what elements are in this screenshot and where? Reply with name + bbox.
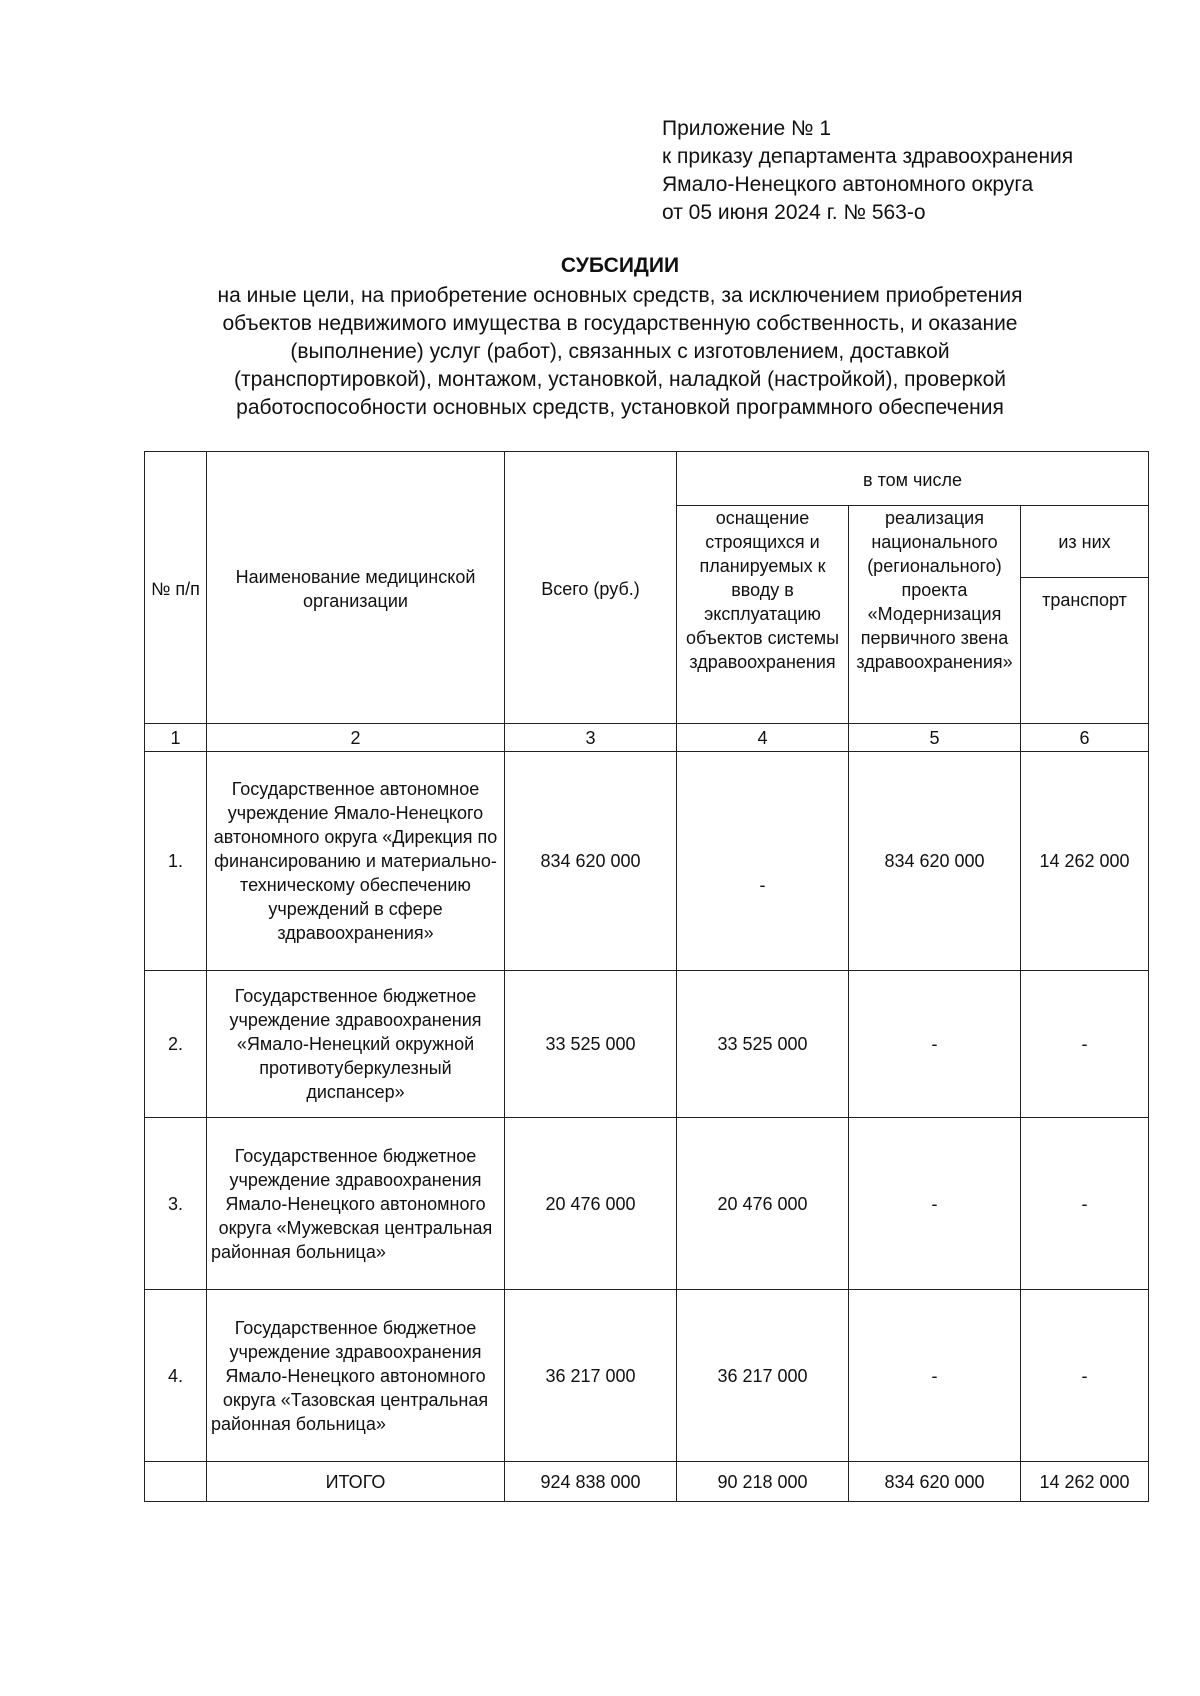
total-row bbox=[145, 1462, 1149, 1502]
subtitle-line: на иные цели, на приобретение основных средств, за исключением приобретения bbox=[217, 284, 1023, 307]
document-subtitle bbox=[140, 282, 1100, 422]
column-number: 2 bbox=[207, 724, 505, 752]
header-name: Наименование медицинской организации bbox=[207, 452, 505, 724]
row-number: 2. bbox=[145, 971, 207, 1118]
equipping-value: - bbox=[677, 752, 849, 971]
equipping-total-value: 90 218 000 bbox=[677, 1462, 849, 1502]
total-value: 20 476 000 bbox=[505, 1118, 677, 1290]
header-equipping: оснащение строящихся и планируемых к вводу в эксплуатацию объектов системы здравоохранения bbox=[677, 506, 849, 724]
equipping-value: 33 525 000 bbox=[677, 971, 849, 1118]
transport-value: - bbox=[1021, 1118, 1149, 1290]
subsidies-table bbox=[144, 451, 1149, 1502]
organization-name: Государственное автономное учреждение Ямало-Ненецкого автономного округа «Дирекция по финансированию и материально-техническому обеспечению учреждений в сфере здравоохранения» bbox=[207, 752, 505, 971]
organization-name: Государственное бюджетное учреждение здравоохранения «Ямало-Ненецкий окружной противотуберкулезный диспансер» bbox=[207, 971, 505, 1118]
header-no: № п/п bbox=[145, 452, 207, 724]
header-total: Всего (руб.) bbox=[505, 452, 677, 724]
total-value: 36 217 000 bbox=[505, 1290, 677, 1462]
column-number: 6 bbox=[1021, 724, 1149, 752]
header-row bbox=[145, 452, 1149, 506]
transport-value: - bbox=[1021, 971, 1149, 1118]
subtitle-line: объектов недвижимого имущества в государственную собственность, и оказание bbox=[222, 312, 1018, 335]
header-including: в том числе bbox=[677, 452, 1149, 506]
project-value: - bbox=[849, 971, 1021, 1118]
table-row bbox=[145, 752, 1149, 971]
subtitle-line: (транспортировкой), монтажом, установкой, наладкой (настройкой), проверкой bbox=[233, 368, 1006, 391]
project-value: - bbox=[849, 1118, 1021, 1290]
transport-value: 14 262 000 bbox=[1021, 752, 1149, 971]
subtitle-line: работоспособности основных средств, установкой программного обеспечения bbox=[236, 396, 1004, 419]
transport-total-value: 14 262 000 bbox=[1021, 1462, 1149, 1502]
transport-value: - bbox=[1021, 1290, 1149, 1462]
table-row bbox=[145, 971, 1149, 1118]
document-title: СУБСИДИИ bbox=[560, 254, 680, 277]
column-number: 5 bbox=[849, 724, 1021, 752]
appendix-line: Ямало-Ненецкого автономного округа bbox=[662, 173, 1034, 196]
equipping-value: 20 476 000 bbox=[677, 1118, 849, 1290]
column-numbers-row bbox=[145, 724, 1149, 752]
organization-name: Государственное бюджетное учреждение здравоохранения Ямало-Ненецкого автономного округа «Мужевская центральная районная больница» bbox=[207, 1118, 505, 1290]
row-number: 4. bbox=[145, 1290, 207, 1462]
project-total-value: 834 620 000 bbox=[849, 1462, 1021, 1502]
equipping-value: 36 217 000 bbox=[677, 1290, 849, 1462]
header-of-which: из них bbox=[1021, 506, 1149, 578]
document-heading bbox=[140, 252, 1100, 422]
appendix-block bbox=[662, 115, 1073, 227]
column-number: 3 bbox=[505, 724, 677, 752]
table-row bbox=[145, 1118, 1149, 1290]
grand-total-value: 924 838 000 bbox=[505, 1462, 677, 1502]
organization-name: Государственное бюджетное учреждение здравоохранения Ямало-Ненецкого автономного округа «Тазовская центральная районная больница» bbox=[207, 1290, 505, 1462]
total-row-number bbox=[145, 1462, 207, 1502]
column-number: 1 bbox=[145, 724, 207, 752]
column-number: 4 bbox=[677, 724, 849, 752]
total-value: 33 525 000 bbox=[505, 971, 677, 1118]
project-value: - bbox=[849, 1290, 1021, 1462]
subtitle-line: (выполнение) услуг (работ), связанных с изготовлением, доставкой bbox=[290, 340, 950, 363]
header-transport: транспорт bbox=[1021, 578, 1149, 724]
header-project: реализация национального (регионального) проекта «Модернизация первичного звена здравоохранения» bbox=[849, 506, 1021, 724]
appendix-line: Приложение № 1 bbox=[662, 117, 832, 140]
total-value: 834 620 000 bbox=[505, 752, 677, 971]
appendix-line: от 05 июня 2024 г. № 563-о bbox=[662, 201, 926, 224]
table-row bbox=[145, 1290, 1149, 1462]
project-value: 834 620 000 bbox=[849, 752, 1021, 971]
appendix-line: к приказу департамента здравоохранения bbox=[662, 145, 1074, 168]
total-label: ИТОГО bbox=[207, 1462, 505, 1502]
row-number: 3. bbox=[145, 1118, 207, 1290]
row-number: 1. bbox=[145, 752, 207, 971]
